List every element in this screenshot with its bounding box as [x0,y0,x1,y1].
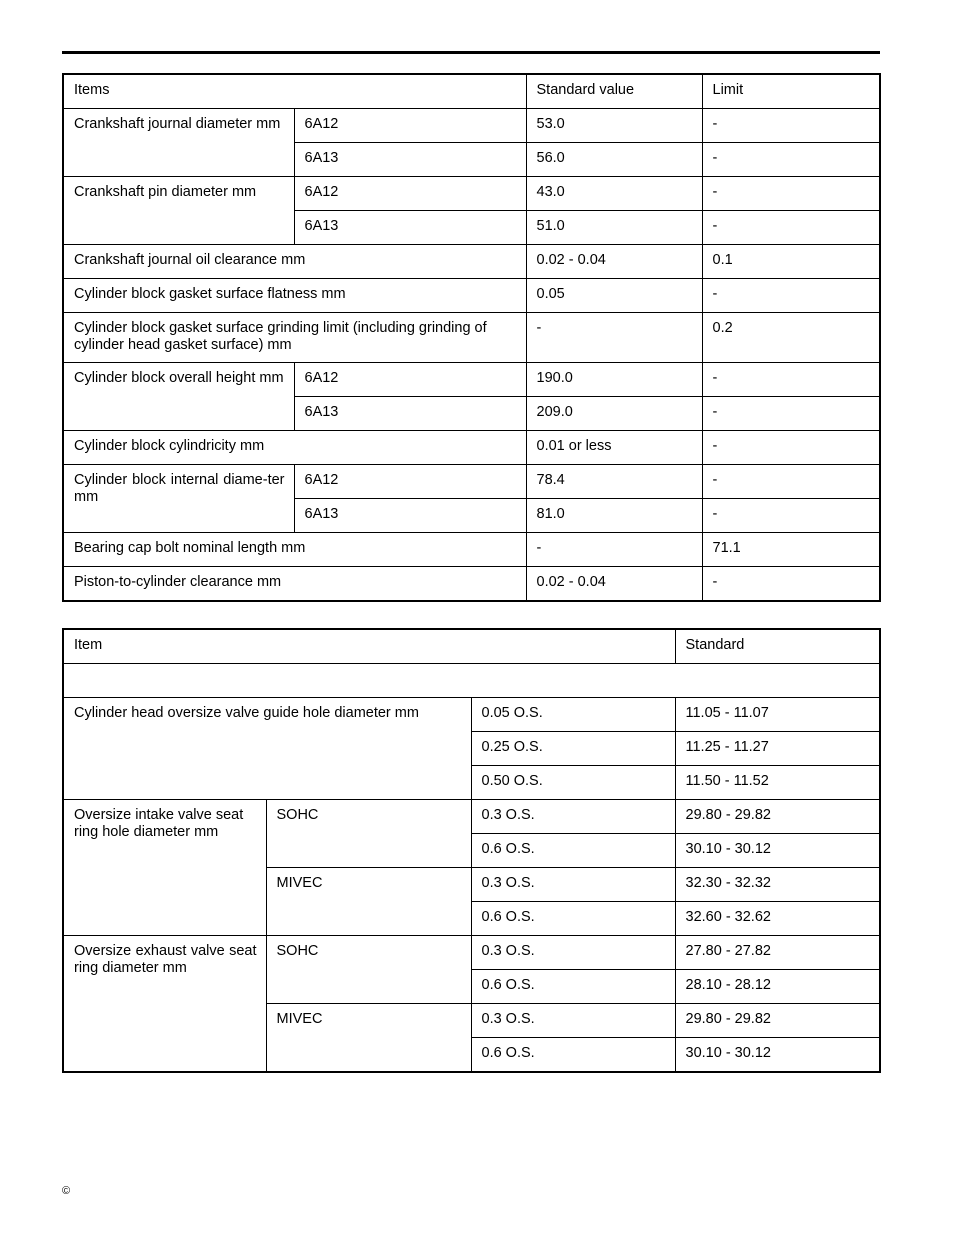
limit-cell: 0.1 [702,245,880,279]
item-cell: Crankshaft journal oil clearance mm [63,245,526,279]
item-cell: Cylinder block gasket surface grinding limit (including grinding of cylinder head gasket surface) mm [63,313,526,363]
limit-cell: - [702,397,880,431]
standard-cell: 29.80 - 29.82 [675,1004,880,1038]
blank-cell [63,664,880,698]
standard-cell: 78.4 [526,465,702,499]
table-row [63,313,880,363]
engine-type-cell: SOHC [266,800,471,868]
model-cell: 6A12 [294,465,526,499]
size-cell: 0.6 O.S. [471,902,675,936]
standard-cell: 32.30 - 32.32 [675,868,880,902]
limit-cell: - [702,177,880,211]
item-cell: Cylinder block internal diame-ter mm [63,465,294,533]
size-cell: 0.6 O.S. [471,1038,675,1073]
standard-cell: - [526,533,702,567]
standard-cell: 30.10 - 30.12 [675,1038,880,1073]
standard-cell: 11.05 - 11.07 [675,698,880,732]
limit-cell: - [702,363,880,397]
item-cell: Cylinder block gasket surface flatness mm [63,279,526,313]
blank-row [63,664,880,698]
standard-cell: 0.01 or less [526,431,702,465]
limit-cell: - [702,499,880,533]
table-header-row [63,629,880,664]
limit-cell: - [702,143,880,177]
header-standard: Standard [675,629,880,664]
limit-cell: - [702,211,880,245]
item-cell: Cylinder block cylindricity mm [63,431,526,465]
limit-cell: 0.2 [702,313,880,363]
item-cell: Piston-to-cylinder clearance mm [63,567,526,602]
top-rule [62,51,880,54]
limit-cell: - [702,465,880,499]
header-standard-value: Standard value [526,74,702,109]
size-cell: 0.3 O.S. [471,1004,675,1038]
size-cell: 0.3 O.S. [471,936,675,970]
standard-cell: 28.10 - 28.12 [675,970,880,1004]
table-row [63,109,880,143]
model-cell: 6A12 [294,363,526,397]
item-cell: Crankshaft pin diameter mm [63,177,294,245]
item-cell: Crankshaft journal diameter mm [63,109,294,177]
standard-cell: 0.02 - 0.04 [526,567,702,602]
limit-cell: 71.1 [702,533,880,567]
table-header-row [63,74,880,109]
standard-cell: - [526,313,702,363]
size-cell: 0.25 O.S. [471,732,675,766]
copyright-mark: © [62,1185,71,1197]
table-row [63,533,880,567]
standard-cell: 32.60 - 32.62 [675,902,880,936]
size-cell: 0.3 O.S. [471,800,675,834]
model-cell: 6A13 [294,397,526,431]
table-row [63,800,880,834]
engine-type-cell: MIVEC [266,1004,471,1073]
size-cell: 0.3 O.S. [471,868,675,902]
specifications-table [62,73,881,602]
table-row [63,431,880,465]
limit-cell: - [702,109,880,143]
limit-cell: - [702,567,880,602]
table-row [63,177,880,211]
standard-cell: 51.0 [526,211,702,245]
size-cell: 0.6 O.S. [471,970,675,1004]
size-cell: 0.05 O.S. [471,698,675,732]
size-cell: 0.6 O.S. [471,834,675,868]
standard-cell: 11.50 - 11.52 [675,766,880,800]
standard-cell: 43.0 [526,177,702,211]
table-row [63,698,880,732]
limit-cell: - [702,279,880,313]
header-item: Item [63,629,675,664]
model-cell: 6A12 [294,177,526,211]
standard-cell: 29.80 - 29.82 [675,800,880,834]
standard-cell: 209.0 [526,397,702,431]
model-cell: 6A12 [294,109,526,143]
oversize-parts-table [62,628,881,1073]
item-cell: Oversize exhaust valve seat ring diameter mm [63,936,266,1073]
standard-cell: 81.0 [526,499,702,533]
item-cell: Cylinder block overall height mm [63,363,294,431]
model-cell: 6A13 [294,143,526,177]
item-cell: Oversize intake valve seat ring hole diameter mm [63,800,266,936]
table-row [63,245,880,279]
standard-cell: 0.05 [526,279,702,313]
standard-cell: 11.25 - 11.27 [675,732,880,766]
table-row [63,465,880,499]
table-row [63,567,880,602]
table-row [63,936,880,970]
standard-cell: 53.0 [526,109,702,143]
standard-cell: 56.0 [526,143,702,177]
standard-cell: 190.0 [526,363,702,397]
standard-cell: 27.80 - 27.82 [675,936,880,970]
limit-cell: - [702,431,880,465]
model-cell: 6A13 [294,499,526,533]
size-cell: 0.50 O.S. [471,766,675,800]
standard-cell: 30.10 - 30.12 [675,834,880,868]
header-items: Items [63,74,526,109]
model-cell: 6A13 [294,211,526,245]
engine-type-cell: MIVEC [266,868,471,936]
item-cell: Bearing cap bolt nominal length mm [63,533,526,567]
item-cell: Cylinder head oversize valve guide hole diameter mm [63,698,471,800]
engine-type-cell: SOHC [266,936,471,1004]
header-limit: Limit [702,74,880,109]
table-row [63,363,880,397]
standard-cell: 0.02 - 0.04 [526,245,702,279]
table-row [63,279,880,313]
